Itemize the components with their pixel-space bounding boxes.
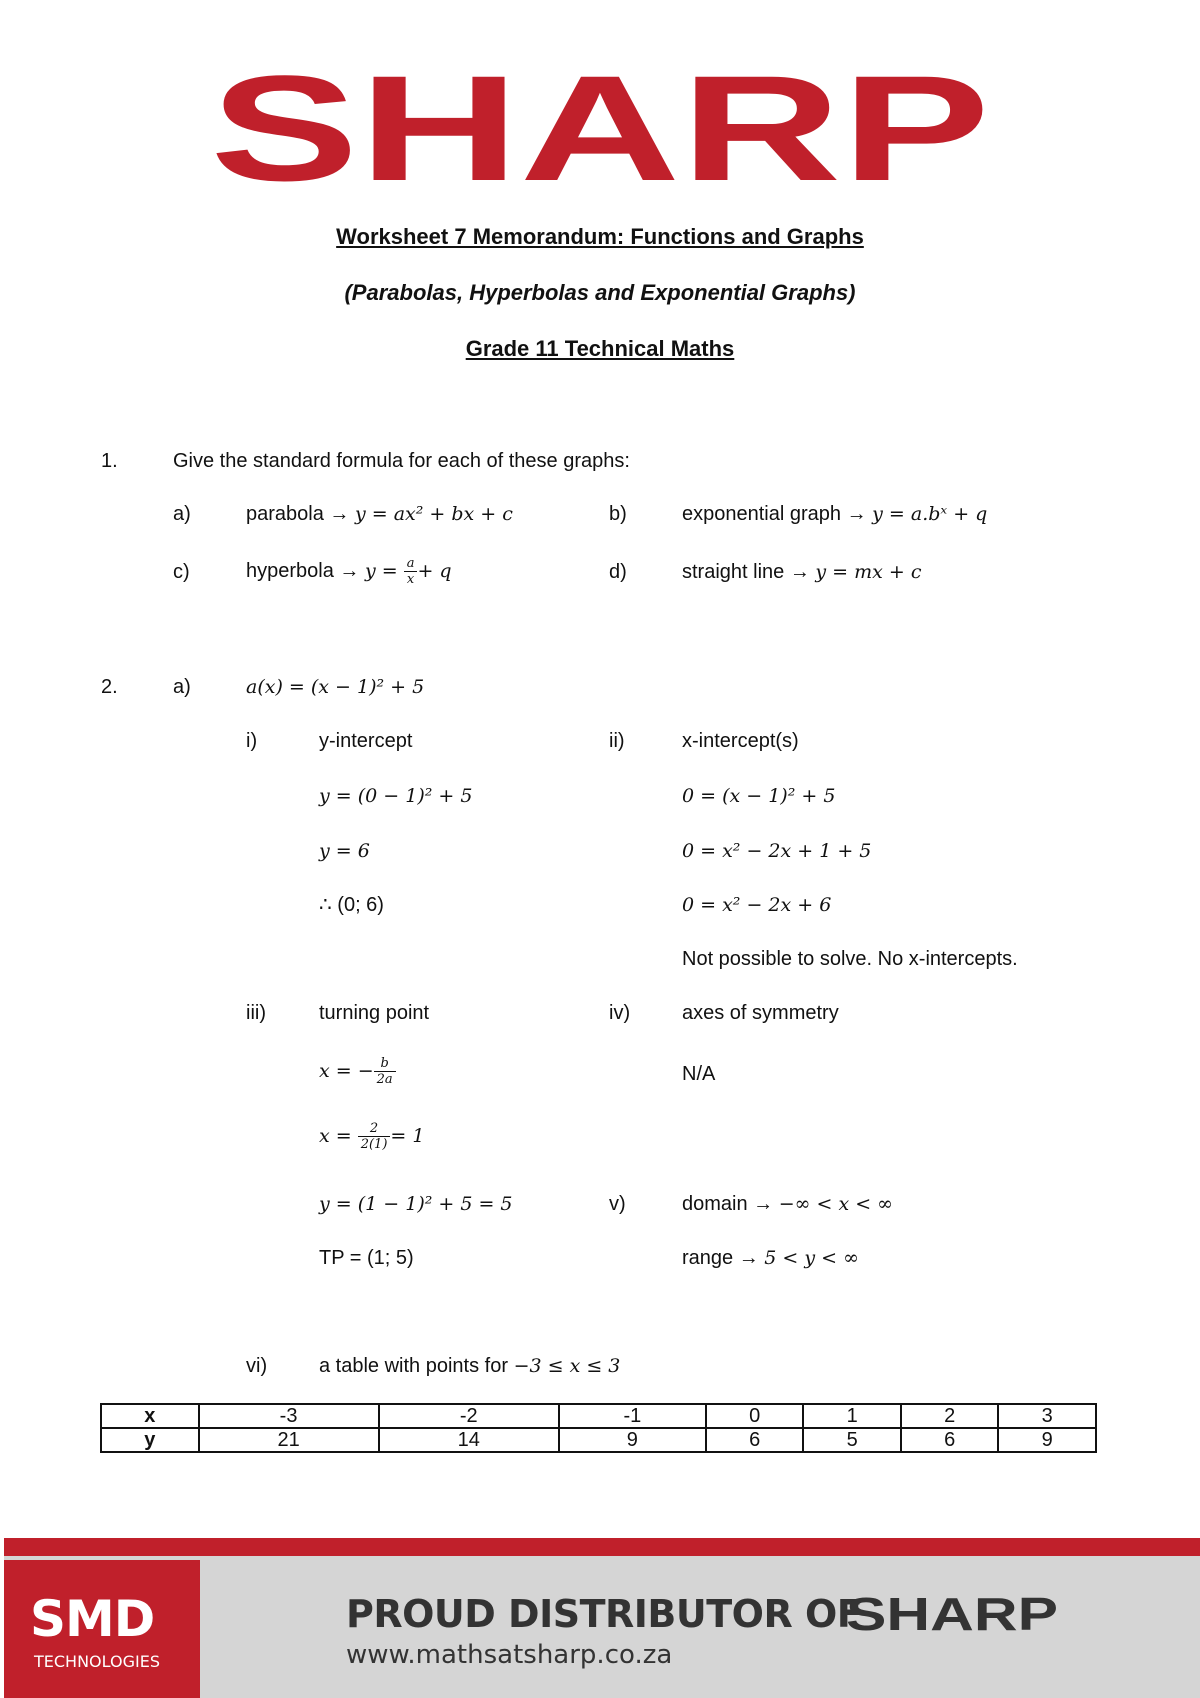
q2iii-l2-post: = 1 <box>390 1124 425 1147</box>
q1b-answer <box>682 501 987 527</box>
q2iv-label: iv) <box>609 1002 631 1024</box>
q2iii-line3: y = (1 − 1)² + 5 = 5 <box>319 1193 513 1215</box>
q2ii-heading: x-intercept(s) <box>682 730 799 752</box>
q2-function: a(x) = (x − 1)² + 5 <box>246 676 425 698</box>
q1c-frac-num: a <box>404 556 418 572</box>
q1c-answer <box>246 556 452 587</box>
q1c-fraction <box>404 556 418 587</box>
q2vi-text: a table with points for <box>319 1355 514 1377</box>
q2iii-l2-den: 2(1) <box>360 1137 388 1152</box>
table-cell: 6 <box>901 1428 999 1452</box>
q2iii-heading: turning point <box>319 1002 430 1024</box>
svg-text:SHARP: SHARP <box>846 1590 1058 1638</box>
q2ii-line3: 0 = x² − 2x + 6 <box>682 894 832 916</box>
table-row-y <box>101 1428 1096 1452</box>
q2i-line1: y = (0 − 1)² + 5 <box>319 785 473 807</box>
table-cell: 14 <box>379 1428 559 1452</box>
q2vi-prompt <box>319 1353 620 1379</box>
q1d-label: d) <box>609 561 627 583</box>
q2i-label: i) <box>246 730 258 752</box>
points-table <box>100 1403 1097 1453</box>
q1c-label: c) <box>173 561 190 583</box>
q2v-domain <box>682 1191 893 1217</box>
q1d-text: straight line → <box>682 561 816 583</box>
q1-prompt: Give the standard formula for each of these graphs: <box>173 450 630 472</box>
footer-tagline: PROUD DISTRIBUTOR OF <box>346 1592 863 1636</box>
q2iii-l1-den: 2a <box>376 1072 393 1087</box>
table-cell: 6 <box>706 1428 804 1452</box>
q2i-line3: ∴ (0; 6) <box>319 894 384 916</box>
svg-text:SHARP: SHARP <box>210 60 990 200</box>
page-title: Worksheet 7 Memorandum: Functions and Graphs <box>336 224 864 249</box>
table-header-x: x <box>101 1404 199 1428</box>
footer-url[interactable]: www.mathsatsharp.co.za <box>346 1640 673 1670</box>
q2i-heading: y-intercept <box>319 730 413 752</box>
q2iii-label: iii) <box>246 1002 266 1024</box>
table-cell: 9 <box>998 1428 1096 1452</box>
q2-number: 2. <box>101 676 118 698</box>
q1d-answer <box>682 559 922 585</box>
q2vi-formula: −3 ≤ x ≤ 3 <box>513 1355 621 1377</box>
table-cell: -3 <box>199 1404 379 1428</box>
footer-sharp-logo <box>846 1590 1060 1638</box>
q2v-domain-formula: −∞ < x < ∞ <box>778 1193 894 1215</box>
q2iii-l2-pre: x = <box>319 1124 358 1147</box>
q2v-domain-text: domain → <box>682 1193 779 1215</box>
q2v-range <box>682 1245 859 1271</box>
q1c-formula-post: + q <box>417 559 452 582</box>
q2iv-value: N/A <box>682 1063 716 1085</box>
q2iii-line4: TP = (1; 5) <box>319 1247 414 1269</box>
q1d-formula: y = mx + c <box>815 561 922 583</box>
q1c-frac-den: x <box>406 572 415 587</box>
table-cell: 0 <box>706 1404 804 1428</box>
q1a-formula: y = ax² + bx + c <box>354 503 513 525</box>
table-cell: 9 <box>559 1428 706 1452</box>
table-cell: 1 <box>803 1404 901 1428</box>
q1c-formula-pre: y = <box>364 559 404 582</box>
q1a-text: parabola → <box>246 503 355 525</box>
q1c-text: hyperbola → <box>246 559 365 582</box>
q2iii-l2-num: 2 <box>358 1121 391 1137</box>
q2i-line2: y = 6 <box>319 840 370 862</box>
q2iii-l1-num: b <box>374 1056 396 1072</box>
q2iii-l2-fraction <box>358 1121 391 1152</box>
q2ii-line1: 0 = (x − 1)² + 5 <box>682 785 836 807</box>
q1b-label: b) <box>609 503 627 525</box>
table-cell: 5 <box>803 1428 901 1452</box>
q1-number: 1. <box>101 450 118 472</box>
q2iii-line2 <box>319 1121 424 1152</box>
q2ii-line4: Not possible to solve. No x-intercepts. <box>682 948 1018 970</box>
table-cell: 2 <box>901 1404 999 1428</box>
q2iii-l1-pre: x = − <box>319 1059 374 1082</box>
q2iv-heading: axes of symmetry <box>682 1002 839 1024</box>
smd-logo-subtitle: TECHNOLOGIES <box>34 1652 160 1671</box>
footer-red-stripe <box>4 1538 1200 1556</box>
q1b-formula: y = a.bˣ + q <box>872 503 988 525</box>
table-header-y: y <box>101 1428 199 1452</box>
table-cell: 21 <box>199 1428 379 1452</box>
grade-heading: Grade 11 Technical Maths <box>465 336 735 361</box>
q2iii-l1-fraction <box>374 1056 396 1087</box>
table-cell: 3 <box>998 1404 1096 1428</box>
q2ii-line2: 0 = x² − 2x + 1 + 5 <box>682 840 872 862</box>
q1a-answer <box>246 501 513 527</box>
q1b-text: exponential graph → <box>682 503 873 525</box>
q2v-label: v) <box>609 1193 626 1215</box>
q1a-label: a) <box>173 503 191 525</box>
q2v-range-text: range → <box>682 1247 765 1269</box>
q2a-label: a) <box>173 676 191 698</box>
table-row-x <box>101 1404 1096 1428</box>
q2vi-label: vi) <box>246 1355 268 1377</box>
table-cell: -2 <box>379 1404 559 1428</box>
q2v-range-formula: 5 < y < ∞ <box>764 1247 859 1269</box>
smd-logo: SMD <box>30 1590 155 1648</box>
q2iii-line1 <box>319 1056 396 1087</box>
table-cell: -1 <box>559 1404 706 1428</box>
page-subtitle: (Parabolas, Hyperbolas and Exponential Graphs) <box>344 280 856 305</box>
sharp-logo <box>200 60 1000 200</box>
q2ii-label: ii) <box>609 730 625 752</box>
